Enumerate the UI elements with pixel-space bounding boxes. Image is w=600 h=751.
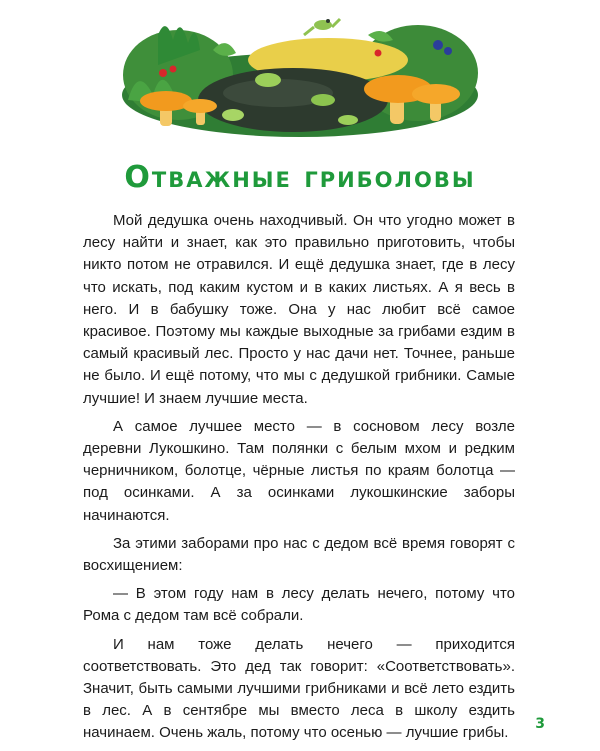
paragraph: А самое лучшее место — в сосновом лесу возле деревни Лукошкино. Там полянки с белым мхом и редким черничником, болотце, чёрные листья по краям болотца — под осинками. А за осинками лукошкинские заборы начинаются. — [83, 417, 515, 524]
paragraph: — В этом году нам в лесу делать нечего, потому что Рома с дедом там всё собрали. — [83, 585, 515, 625]
story-text — [83, 210, 515, 751]
page-number: 3 — [535, 716, 545, 732]
forest-pond-illustration — [118, 5, 483, 143]
paragraph: И нам тоже делать нечего — приходится соответствовать. Это дед так говорит: «Соответствовать». Значит, быть самыми лучшими грибниками и всё лето ездить в лес. А в сентябре мы вместо леса в школу ездить начинаем. Очень жаль, потому что осенью — лучшие грибы. — [83, 635, 515, 742]
forest-pond-icon — [198, 68, 388, 132]
frog-icon — [304, 19, 340, 35]
paragraph: За этими заборами про нас с дедом всё время говорят с восхищением: — [83, 534, 515, 575]
paragraph: Мой дедушка очень находчивый. Он что угодно может в лесу найти и знает, как это правильно приготовить, чтобы никто потом не отравился. И ещё дедушка знает, где в лесу что искать, под каким кустом и в каких листьях. А я весь в него. И в бабушку тоже. Она у нас любит всё самое красивое. Поэтому мы каждые выходные за грибами ездим в самый красивый лес. Просто у нас дачи нет. Точнее, раньше не было. И ещё потому, что мы с дедушкой грибники. Самые лучшие! И знаем лучшие места. — [83, 212, 515, 407]
page-title: Отважные гриболовы — [124, 160, 476, 195]
